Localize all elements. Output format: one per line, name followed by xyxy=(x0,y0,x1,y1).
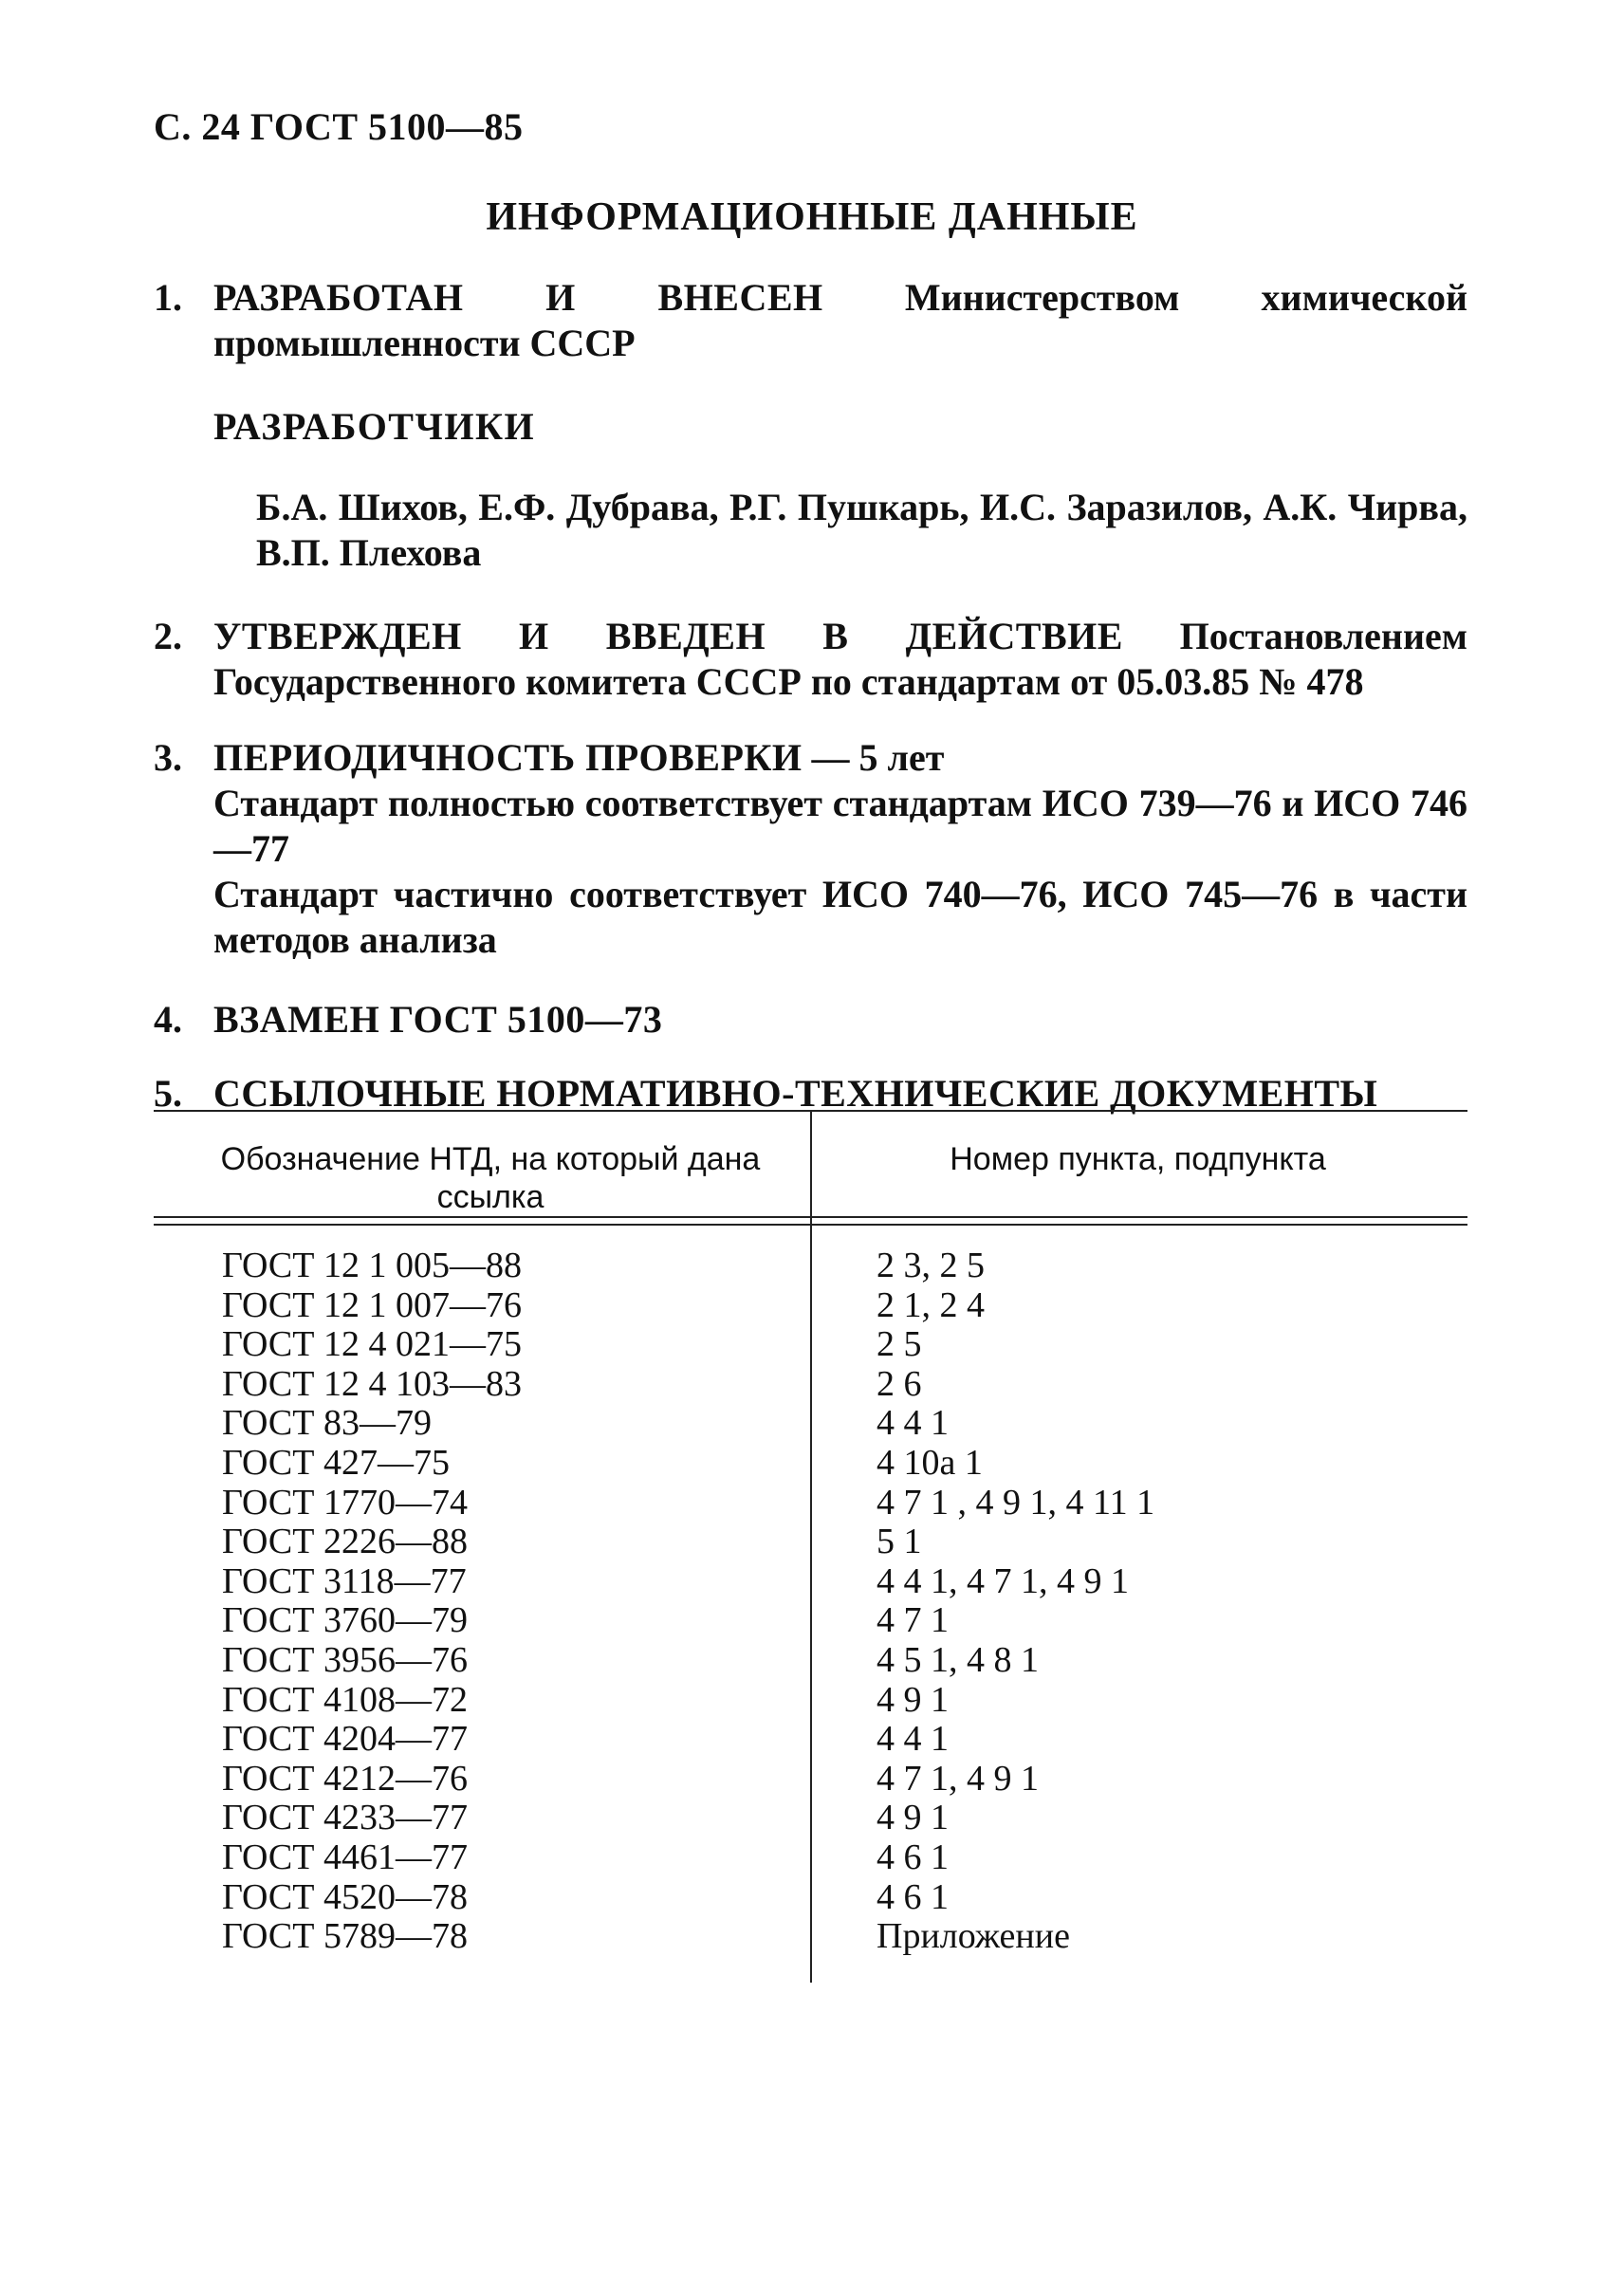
section-lead: УТВЕРЖДЕН И ВВЕДЕН В ДЕЙСТВИЕ xyxy=(213,615,1123,657)
clause-numbers: 4 4 1 xyxy=(877,1403,949,1444)
clause-numbers: 4 6 1 xyxy=(877,1837,949,1877)
document-designation: ГОСТ 2226—88 xyxy=(222,1522,468,1562)
clause-numbers: 4 4 1, 4 7 1, 4 9 1 xyxy=(877,1560,1129,1601)
reference-documents-table xyxy=(154,1110,1467,1957)
document-designation: ГОСТ 4108—72 xyxy=(222,1679,468,1720)
section-lead: ССЫЛОЧНЫЕ НОРМАТИВНО-ТЕХНИЧЕСКИЕ ДОКУМЕНТЫ xyxy=(213,1072,1378,1115)
section-number: 3. xyxy=(154,736,182,779)
clause-numbers: 4 9 1 xyxy=(877,1798,949,1838)
document-designation: ГОСТ 1770—74 xyxy=(222,1482,468,1523)
clause-numbers: 4 7 1, 4 9 1 xyxy=(877,1758,1039,1799)
section-4 xyxy=(154,997,1467,1043)
document-designation: ГОСТ 4233—77 xyxy=(222,1798,468,1838)
clause-numbers: 4 7 1 xyxy=(877,1600,949,1641)
document-designation: ГОСТ 12 4 103—83 xyxy=(222,1363,522,1404)
page-header: С. 24 ГОСТ 5100—85 xyxy=(154,105,524,148)
section-lead: ПЕРИОДИЧНОСТЬ ПРОВЕРКИ xyxy=(213,736,803,779)
clause-numbers: 4 10а 1 xyxy=(877,1442,983,1483)
document-designation: ГОСТ 12 1 007—76 xyxy=(222,1284,522,1325)
document-designation: ГОСТ 427—75 xyxy=(222,1442,450,1483)
clause-numbers: 4 4 1 xyxy=(877,1719,949,1760)
clause-numbers: 2 3, 2 5 xyxy=(877,1246,985,1285)
section-lead: ВЗАМЕН ГОСТ 5100—73 xyxy=(213,998,663,1041)
clause-numbers: 4 6 1 xyxy=(877,1876,949,1917)
section-number: 4. xyxy=(154,998,182,1041)
column-header-document: Обозначение НТД, на который дана ссылка xyxy=(220,1141,761,1215)
document-designation: ГОСТ 4520—78 xyxy=(222,1876,468,1917)
document-designation: ГОСТ 5789—78 xyxy=(222,1916,468,1957)
section-text: Министерством химической промышленности СССР xyxy=(213,276,1467,364)
document-designation: ГОСТ 12 1 005—88 xyxy=(222,1246,522,1285)
document-designation: ГОСТ 3118—77 xyxy=(222,1560,467,1601)
section-text: Постановлением Государственного комитета СССР по стандартам от 05.03.85 № 478 xyxy=(213,615,1467,703)
iso-full-compliance-note: Стандарт полностью соответствует стандартам ИСО 739—76 и ИСО 746—77 xyxy=(213,782,1467,870)
page-title: ИНФОРМАЦИОННЫЕ ДАННЫЕ xyxy=(486,195,1138,239)
column-divider xyxy=(810,1110,812,1983)
clause-numbers: 2 1, 2 4 xyxy=(877,1284,985,1325)
column-header-clause: Номер пункта, подпункта xyxy=(950,1141,1326,1177)
info-sections xyxy=(154,275,1467,1117)
section-number: 2. xyxy=(154,615,182,657)
developers-list: Б.А. Шихов, Е.Ф. Дубрава, Р.Г. Пушкарь, И.С. Заразилов, А.К. Чирва, В.П. Плехова xyxy=(256,486,1467,574)
document-designation: ГОСТ 4212—76 xyxy=(222,1758,468,1799)
developers-heading: РАЗРАБОТЧИКИ xyxy=(213,405,536,448)
iso-partial-compliance-note: Стандарт частично соответствует ИСО 740—76, ИСО 745—76 в части методов анализа xyxy=(213,873,1467,961)
clause-numbers: Приложение xyxy=(877,1916,1070,1957)
clause-numbers: 4 7 1 , 4 9 1, 4 11 1 xyxy=(877,1482,1155,1523)
document-designation: ГОСТ 83—79 xyxy=(222,1403,432,1444)
section-lead: РАЗРАБОТАН И ВНЕСЕН xyxy=(213,276,823,319)
table-header-row xyxy=(154,1112,1467,1216)
section-1 xyxy=(154,275,1467,366)
section-3 xyxy=(154,735,1467,963)
document-designation: ГОСТ 4461—77 xyxy=(222,1837,468,1877)
document-designation: ГОСТ 3956—76 xyxy=(222,1639,468,1680)
clause-numbers: 4 9 1 xyxy=(877,1679,949,1720)
section-number: 5. xyxy=(154,1072,182,1115)
section-2 xyxy=(154,614,1467,705)
clause-numbers: 5 1 xyxy=(877,1522,922,1562)
section-number: 1. xyxy=(154,276,182,319)
clause-numbers: 2 6 xyxy=(877,1363,922,1404)
document-designation: ГОСТ 12 4 021—75 xyxy=(222,1324,522,1365)
clause-numbers: 4 5 1, 4 8 1 xyxy=(877,1639,1039,1680)
section-text: — 5 лет xyxy=(802,736,945,779)
document-designation: ГОСТ 4204—77 xyxy=(222,1719,468,1760)
document-designation: ГОСТ 3760—79 xyxy=(222,1600,468,1641)
clause-numbers: 2 5 xyxy=(877,1324,922,1365)
